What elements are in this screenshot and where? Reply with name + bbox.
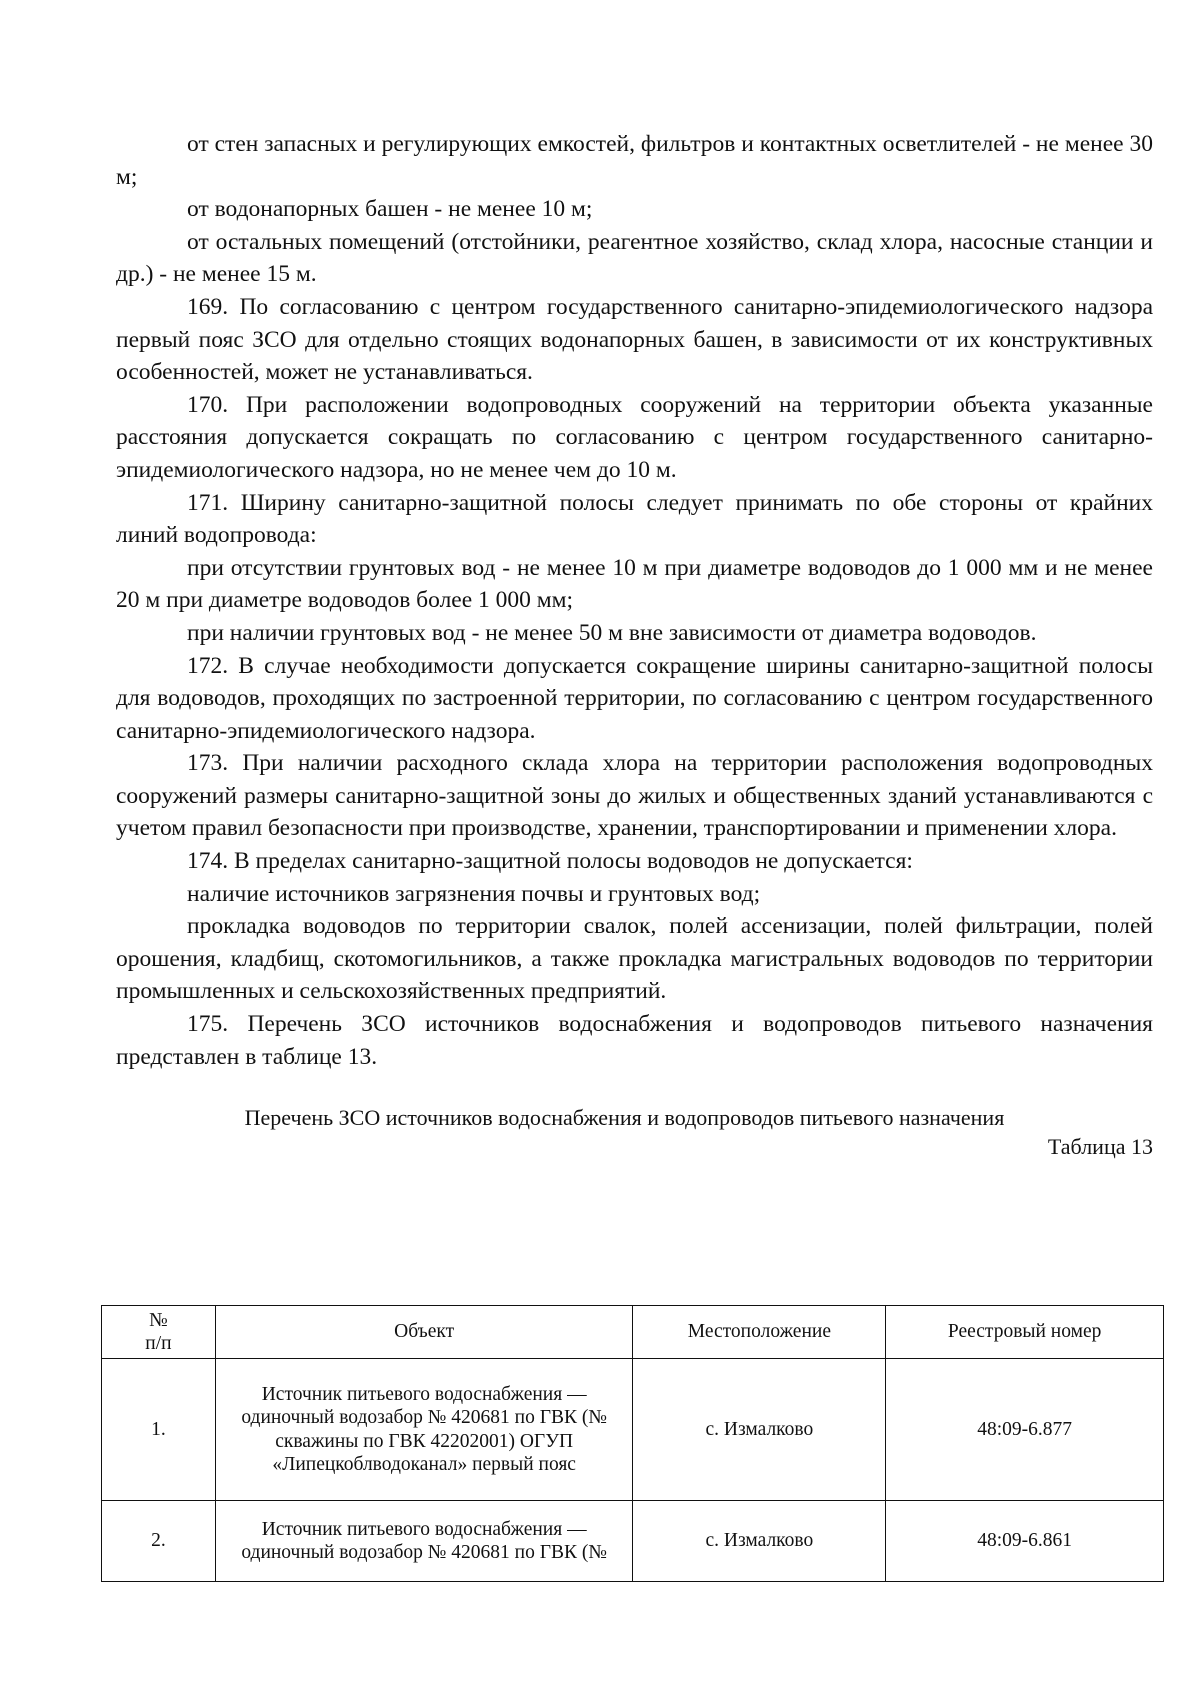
paragraph: наличие источников загрязнения почвы и грунтовых вод; (187, 880, 761, 907)
row-object: Источник питьевого водоснабжения — одиночный водозабор № 420681 по ГВК (№ скважины по ГВК 42202001) ОГУП «Липецкоблводоканал» первый пояс (215, 1359, 633, 1501)
row-location: с. Измалково (633, 1359, 886, 1501)
paragraph: 174. В пределах санитарно-защитной полосы водоводов не допускается: (187, 848, 913, 875)
row-number: 2. (102, 1501, 216, 1582)
paragraph: 175. Перечень ЗСО источников водоснабжения и водопроводов питьевого назначения представлен в таблице 13. (116, 1011, 1153, 1070)
table-caption: Перечень ЗСО источников водоснабжения и водопроводов питьевого назначения (244, 1105, 1005, 1131)
paragraph: от водонапорных башен - не менее 10 м; (187, 196, 593, 223)
registry-table (101, 1305, 1164, 1582)
paragraph: при отсутствии грунтовых вод - не менее 10 м при диаметре водоводов до 1 000 мм и не менее 20 м при диаметре водоводов более 1 000 мм; (116, 554, 1153, 614)
header-number-line1: № (149, 1309, 168, 1331)
paragraph: прокладка водоводов по территории свалок, полей ассенизации, полей фильтрации, полей орошения, кладбищ, скотомогильников, а также прокладка магистральных водоводов по территории промышленных и сельскохозяйственных предприятий. (116, 913, 1153, 1005)
document-body (116, 128, 1153, 1161)
paragraph: 170. При расположении водопроводных сооружений на территории объекта указанные расстояния допускается сокращать по согласованию с центром государственного санитарно-эпидемиологического надзора, но не менее чем до 10 м. (116, 391, 1153, 483)
header-location: Местоположение (633, 1306, 886, 1359)
row-registry: 48:09-6.861 (886, 1501, 1164, 1582)
table-row (102, 1501, 1164, 1582)
paragraph: 172. В случае необходимости допускается сокращение ширины санитарно-защитной полосы для водоводов, проходящих по застроенной территории, по согласованию с центром государственного санитарно-эпидемиологического надзора. (116, 652, 1153, 744)
paragraph: от стен запасных и регулирующих емкостей, фильтров и контактных осветлителей - не менее 30 м; (116, 131, 1153, 190)
table-label: Таблица 13 (1047, 1134, 1153, 1160)
paragraph: 171. Ширину санитарно-защитной полосы следует принимать по обе стороны от крайних линий водопровода: (116, 489, 1153, 549)
header-registry: Реестровый номер (886, 1306, 1164, 1359)
header-number-line2: п/п (145, 1333, 172, 1354)
row-number: 1. (102, 1359, 216, 1501)
paragraph: 173. При наличии расходного склада хлора на территории расположения водопроводных сооружений размеры санитарно-защитной зоны до жилых и общественных зданий устанавливаются с учетом правил безопасности при производстве, хранении, транспортировании и применении хлора. (116, 750, 1153, 842)
table-header-row (102, 1306, 1164, 1359)
row-registry: 48:09-6.877 (886, 1359, 1164, 1501)
paragraph: 169. По согласованию с центром государственного санитарно-эпидемиологического надзора первый пояс ЗСО для отдельно стоящих водонапорных башен, в зависимости от их конструктивных особенностей, может не устанавливаться. (116, 293, 1153, 386)
table-row (102, 1359, 1164, 1501)
header-object: Объект (215, 1306, 633, 1359)
row-location: с. Измалково (633, 1501, 886, 1582)
row-object: Источник питьевого водоснабжения — одиночный водозабор № 420681 по ГВК (№ (215, 1501, 633, 1582)
paragraph: от остальных помещений (отстойники, реагентное хозяйство, склад хлора, насосные станции и др.) - не менее 15 м. (116, 228, 1153, 288)
header-number (102, 1306, 216, 1359)
paragraph: при наличии грунтовых вод - не менее 50 м вне зависимости от диаметра водоводов. (187, 619, 1037, 646)
